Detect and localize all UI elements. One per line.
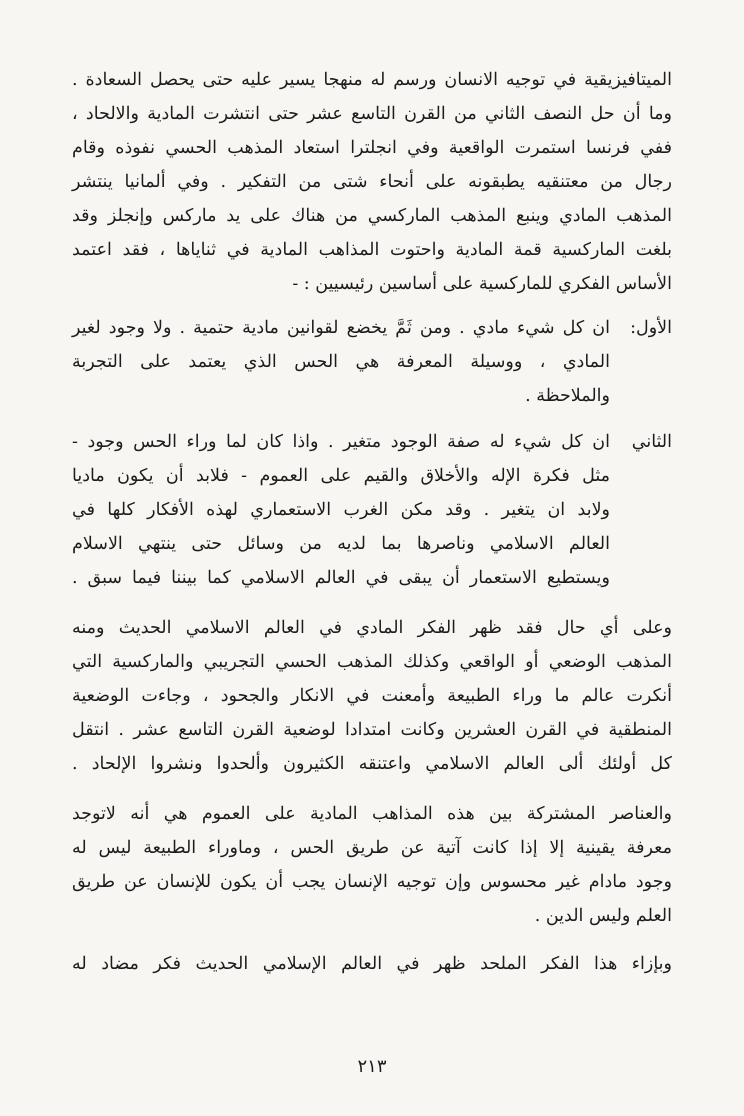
text-line: وجود مادام غير محسوس وإن توجيه الإنسان يجب أن يكون للإنسان عن طريق <box>72 872 672 892</box>
text-line: كل أولئك ألى العالم الاسلامي واعتنقه الكثيرون وألحدوا ونشروا الإلحاد . <box>72 754 672 774</box>
text-line: الميتافيزيقية في توجيه الانسان ورسم له منهجا يسير عليه حتى يحصل السعادة . <box>72 70 672 90</box>
text-line: ويستطيع الاستعمار أن يبقى في العالم الاسلامي كما بيننا فيما سبق . <box>72 568 610 588</box>
first-principle-label: الأول: <box>630 318 672 338</box>
text-line: المنطقية في القرن العشرين وكانت امتدادا لوضعية القرن التاسع عشر . انتقل <box>72 720 672 740</box>
text-line: رجال من معتنقيه يطبقونه على أنحاء شتى من التفكير . وفي ألمانيا ينتشر <box>72 172 672 192</box>
text-line: مثل فكرة الإله والأخلاق والقيم على العموم - فلابد أن يكون ماديا <box>72 466 610 486</box>
document-page <box>72 56 672 1077</box>
text-line: بلغت الماركسية قمة المادية واحتوت المذاهب المادية في ثناياها ، فقد اعتمد <box>72 240 672 260</box>
text-line: العالم الاسلامي وناصرها بما لديه من وسائل حتى ينتهي الاسلام <box>72 534 610 554</box>
text-line: والملاحظة . <box>525 386 610 406</box>
page-number: ٢١٣ <box>357 1056 387 1077</box>
text-line: ان كل شيء له صفة الوجود متغير . واذا كان لما وراء الحس وجود - <box>72 432 610 452</box>
text-line: ففي فرنسا استمرت الواقعية وفي انجلترا استعاد المذهب الحسي نفوذه وقام <box>72 138 672 158</box>
text-line: أنكرت عالم ما وراء الطبيعة وأمعنت في الانكار والجحود ، وجاءت الوضعية <box>72 686 672 706</box>
text-line: المادي ، ووسيلة المعرفة هي الحس الذي يعتمد على التجربة <box>72 352 610 372</box>
text-line: العلم وليس الدين . <box>534 906 672 926</box>
second-principle-label: الثاني <box>631 432 672 452</box>
text-line: ان كل شيء مادي . ومن ثَمَّ يخضع لقوانين مادية حتمية . ولا وجود لغير <box>72 318 610 338</box>
text-line: وما أن حل النصف الثاني من القرن التاسع عشر حتى انتشرت المادية والالحاد ، <box>72 104 672 124</box>
text-line: وعلى أي حال فقد ظهر الفكر المادي في العالم الاسلامي الحديث ومنه <box>72 618 672 638</box>
text-line: والعناصر المشتركة بين هذه المذاهب المادية على العموم هي أنه لاتوجد <box>72 804 672 824</box>
text-line: المذهب المادي وينبع المذهب الماركسي من هناك على يد ماركس وإنجلز وقد <box>72 206 672 226</box>
text-line: الأساس الفكري للماركسية على أساسين رئيسيين : - <box>292 274 672 294</box>
text-line: معرفة يقينية إلا إذا كانت آتية عن طريق الحس ، وماوراء الطبيعة ليس له <box>72 838 672 858</box>
text-line: وبإزاء هذا الفكر الملحد ظهر في العالم الإسلامي الحديث فكر مضاد له <box>72 954 672 974</box>
text-line: المذهب الوضعي أو الواقعي وكذلك المذهب الحسي التجريبي والماركسية التي <box>72 652 672 672</box>
text-line: ولابد ان يتغير . وقد مكن الغرب الاستعماري لهذه الأفكار كلها في <box>72 500 610 520</box>
